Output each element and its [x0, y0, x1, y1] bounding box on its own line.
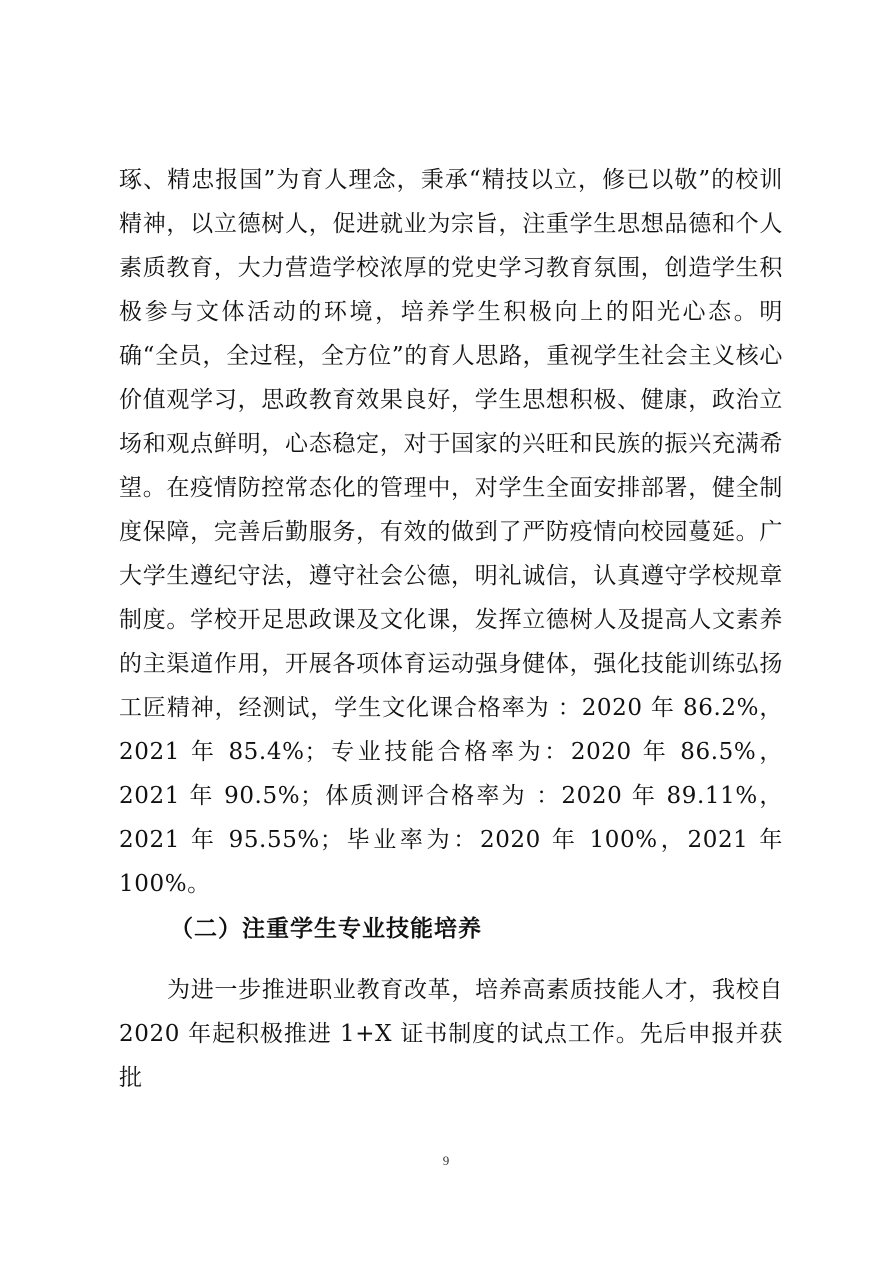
body-paragraph-continued: 为进一步推进职业教育改革，培养高素质技能人才，我校自2020 年起积极推进 1+X 证书制度的试点工作。先后申报并获批 — [119, 977, 783, 1091]
section-heading: （二）注重学生专业技能培养 — [170, 915, 482, 942]
body-paragraph: 琢、精忠报国”为育人理念，秉承“精技以立，修已以敬”的校训精神，以立德树人，促进就业为宗旨，注重学生思想品德和个人素质教育，大力营造学校浓厚的党史学习教育氛围，创造学生积极参与文体活动的环境，培养学生积极向上的阳光心态。明确“全员，全过程，全方位”的育人思路，重视学生社会主义核心价值观学习，思政教育效果良好，学生思想积极、健康，政治立场和观点鲜明，心态稳定，对于国家的兴旺和民族的振兴充满希望。在疫情防控常态化的管理中，对学生全面安排部署，健全制度保障，完善后勤服务，有效的做到了严防疫情向校园蔓延。广大学生遵纪守法，遵守社会公德，明礼诚信，认真遵守学校规章制度。学校开足思政课及文化课，发挥立德树人及提高人文素养的主渠道作用，开展各项体育运动强身健体，强化技能训练弘扬工匠精神，经测试，学生文化课合格率为 ：2020 年 86.2%，2021 年 85.4%；专业技能合格率为：2020 年 86.5%，2021 年 90.5%；体质测评合格率为 ：2020 年 89.11%，2021 年 95.55%；毕业率为：2020 年 100%，2021 年 100%。 — [119, 167, 783, 897]
page-number: 9 — [442, 1153, 450, 1168]
